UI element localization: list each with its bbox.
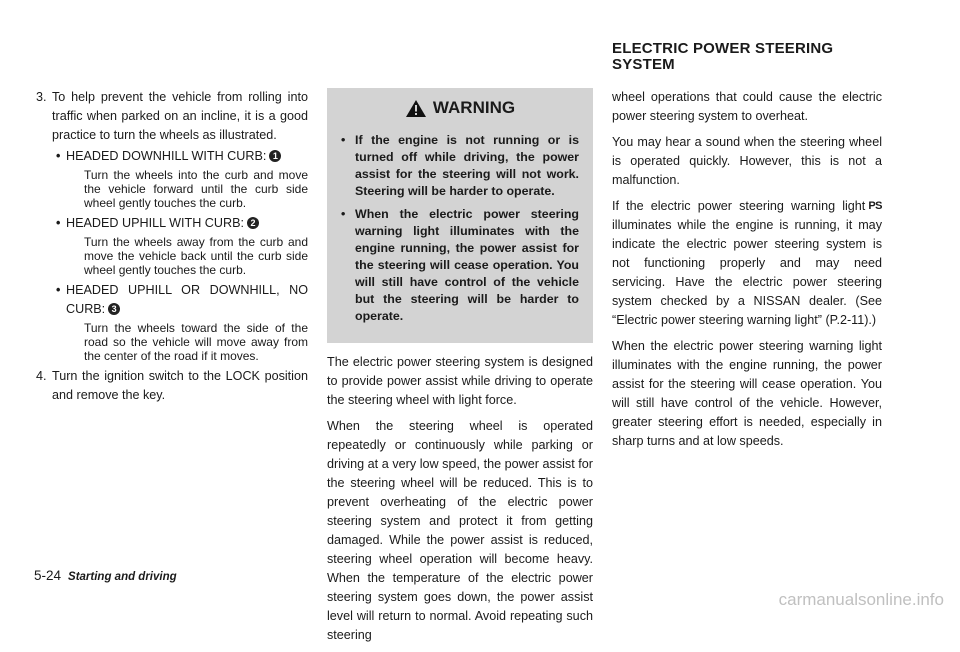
step-number: 3.: [36, 90, 47, 104]
body-paragraph: wheel operations that could cause the electric power steering system to overheat.: [612, 90, 882, 123]
warning-item: [341, 206, 579, 325]
subitem-downhill-with-curb: [52, 147, 308, 210]
bullet: •: [56, 216, 61, 230]
power-steering-warning-light-icon: PS: [868, 200, 882, 212]
subitem-desc: Turn the wheels away from the curb and move the vehicle back until the curb side wheel gently touches the curb.: [84, 235, 308, 277]
warning-item-text: When the electric power steering warning light illuminates with the engine running, the power assist for the steering will cease operation. You will still have control of the vehicle but the steering will be harder to operate.: [355, 207, 579, 323]
step-3: [36, 88, 308, 363]
subitem-uphill-with-curb: [52, 214, 308, 277]
column-1: [36, 88, 308, 407]
paragraph-text: illuminates while the engine is running, it may indicate the electric power steering system is not functioning properly and may need servicing. Have the electric power steering system checked by a NISSAN dealer. (See “Electric power steering warning light” (P.2-11).): [612, 218, 882, 327]
body-paragraph: When the electric power steering warning light illuminates with the engine running, the power assist for the steering will cease operation. You will still have control of the vehicle. However, greater steering effort is needed, especially in sharp turns and at low speeds.: [612, 339, 882, 448]
bullet: •: [56, 149, 61, 163]
section-title: [612, 41, 912, 73]
column-2: [327, 88, 593, 652]
warning-triangle-icon: [405, 99, 427, 118]
step-text: To help prevent the vehicle from rolling into traffic when parked on an incline, it is a good practice to turn the wheels as illustrated.: [52, 90, 308, 142]
callout-marker: 1: [269, 150, 281, 162]
bullet: •: [56, 283, 61, 297]
warning-item: [341, 132, 579, 200]
warning-box: [327, 88, 593, 343]
body-paragraph: The electric power steering system is designed to provide power assist while driving to operate the steering wheel with light force.: [327, 355, 593, 407]
watermark: carmanualsonline.info: [778, 590, 944, 609]
body-paragraph: [612, 197, 882, 330]
page-number: 5-24: [34, 568, 62, 583]
subitem-desc: Turn the wheels into the curb and move the vehicle forward until the curb side wheel gently touches the curb.: [84, 168, 308, 210]
section-title-line2: SYSTEM: [612, 56, 675, 73]
subitem-title: HEADED UPHILL WITH CURB:: [66, 216, 244, 230]
page-footer: [34, 568, 177, 585]
warning-heading: [341, 98, 579, 118]
step-4: [36, 367, 308, 405]
body-paragraph: You may hear a sound when the steering wheel is operated quickly. However, this is not a malfunction.: [612, 135, 882, 187]
callout-marker: 2: [247, 217, 259, 229]
subitem-title: HEADED UPHILL OR DOWNHILL, NO CURB:: [66, 283, 308, 316]
step-number: 4.: [36, 369, 47, 383]
subitem-desc: Turn the wheels toward the side of the road so the vehicle will move away from the center of the road if it moves.: [84, 321, 308, 363]
body-paragraph: When the steering wheel is operated repeatedly or continuously while parking or driving at a very low speed, the power assist for the steering wheel will be reduced. This is to prevent overheating of the electric power steering system and protect it from getting damaged. While the power assist is reduced, steering wheel operation will become heavy. When the temperature of the electric power steering system goes down, the power assist level will return to normal. Avoid repeating such steering: [327, 419, 593, 642]
footer-section-name: Starting and driving: [68, 571, 177, 583]
warning-item-text: If the engine is not running or is turned off while driving, the power assist for the steering will not work. Steering will be harder to operate.: [355, 133, 579, 198]
column-3: [612, 88, 882, 458]
callout-marker: 3: [108, 303, 120, 315]
paragraph-text: If the electric power steering warning light: [612, 199, 866, 213]
bullet: •: [341, 133, 346, 147]
step-text: Turn the ignition switch to the LOCK position and remove the key.: [52, 369, 308, 402]
subitem-title: HEADED DOWNHILL WITH CURB:: [66, 149, 267, 163]
subitem-no-curb: [52, 281, 308, 363]
section-title-line1: ELECTRIC POWER STEERING: [612, 40, 834, 57]
bullet: •: [341, 207, 346, 221]
warning-title: WARNING: [432, 98, 516, 117]
